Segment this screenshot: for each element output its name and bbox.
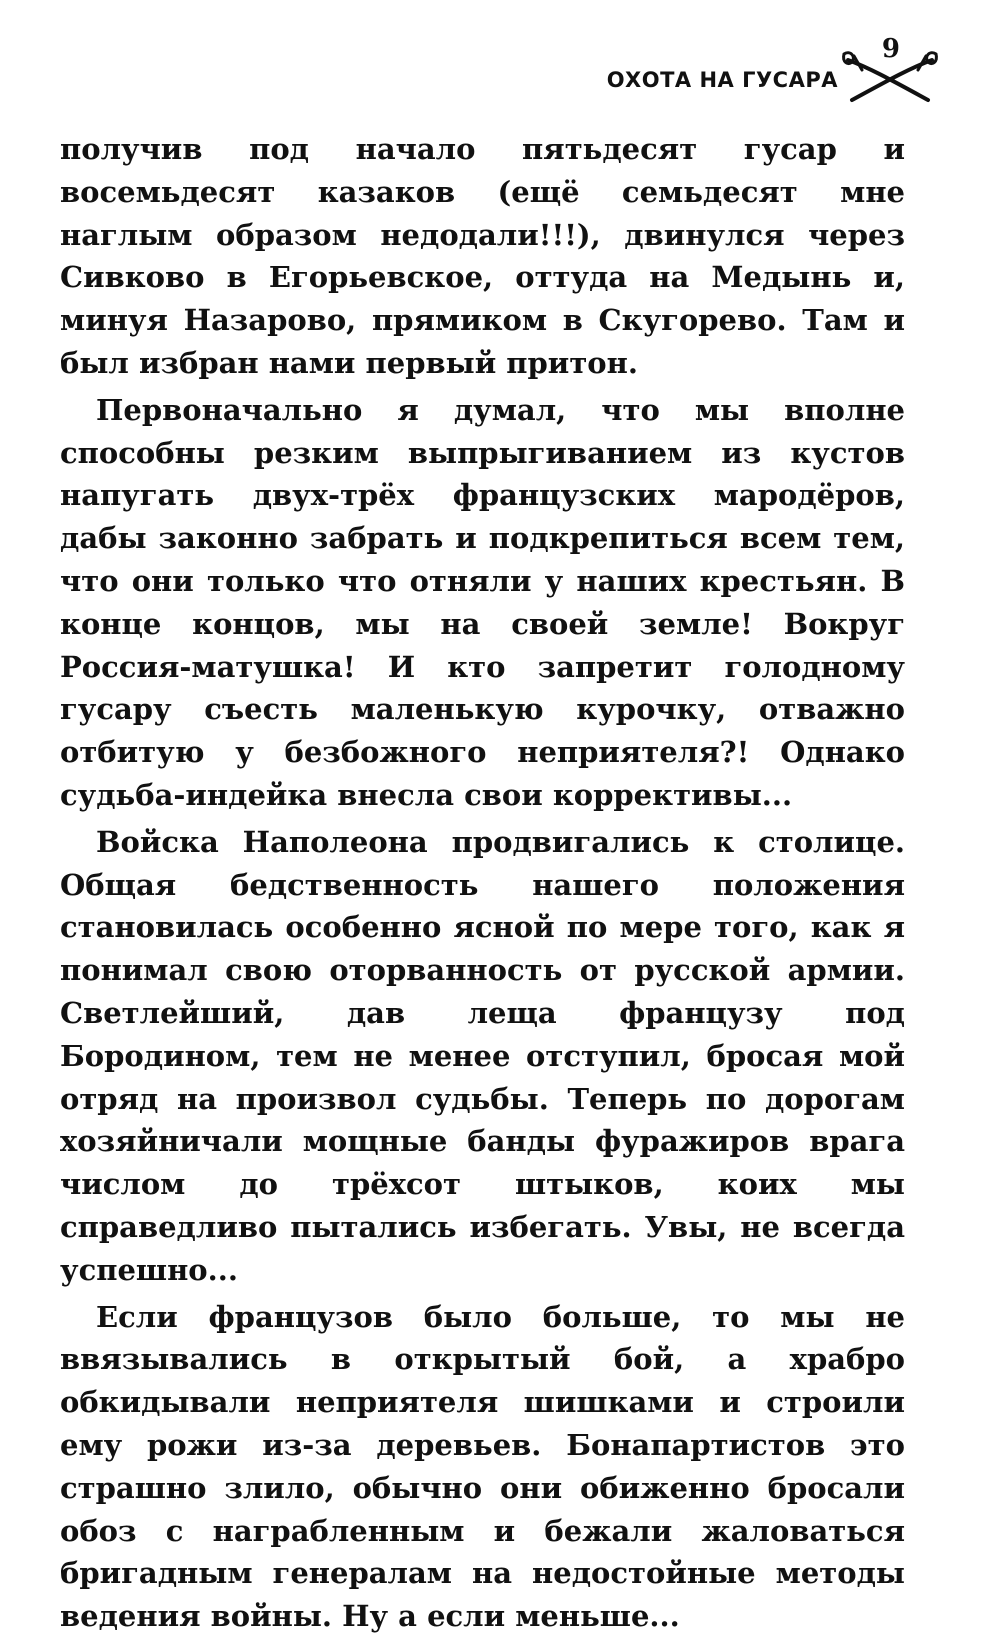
- paragraph-1: получив под начало пятьдесят гусар и восемьдесят казаков (ещё семьдесят мне наглым образом недодали!!!), двинулся через Сивково в Егорьевское, оттуда на Медынь и, минуя Назарово, прямиком в Скугорево. Там и был избран нами первый притон.: [60, 132, 905, 380]
- running-title: ОХОТА НА ГУСАРА: [606, 68, 838, 92]
- paragraph-4: Если французов было больше, то мы не ввязывались в открытый бой, а храбро обкидывали неприятеля шишками и строили ему рожи из-за деревьев. Бонапартистов это страшно злило, обычно они обиженно бросали обоз с награбленным и бежали жаловаться бригадным генералам на недостойные методы ведения войны. Ну а если меньше...: [60, 1299, 905, 1634]
- paragraph-2: Первоначально я думал, что мы вполне способны резким выпрыгиванием из кустов напугать двух-трёх французских мародёров, дабы законно забрать и подкрепиться всем тем, что они только что отняли у наших крестьян. В конце концов, мы на своей земле! Вокруг Россия-матушка! И кто запретит голодному гусару съесть маленькую курочку, отважно отбитую у безбожного неприятеля?! Однако судьба-индейка внесла свои коррективы...: [60, 392, 905, 812]
- crossed-sabres-icon: [840, 46, 940, 106]
- body-text: [60, 128, 905, 1638]
- running-header: [440, 34, 940, 114]
- paragraph-3: Войска Наполеона продвигались к столице. Общая бедственность нашего положения становилась особенно ясной по мере того, как я понимал свою оторванность от русской армии. Светлейший, дав леща французу под Бородином, тем не менее отступил, бросая мой отряд на произвол судьбы. Теперь по дорогам хозяйничали мощные банды фуражиров врага числом до трёхсот штыков, коих мы справедливо пытались избегать. Увы, не всегда успешно...: [60, 824, 905, 1287]
- page-number: 9: [881, 34, 900, 64]
